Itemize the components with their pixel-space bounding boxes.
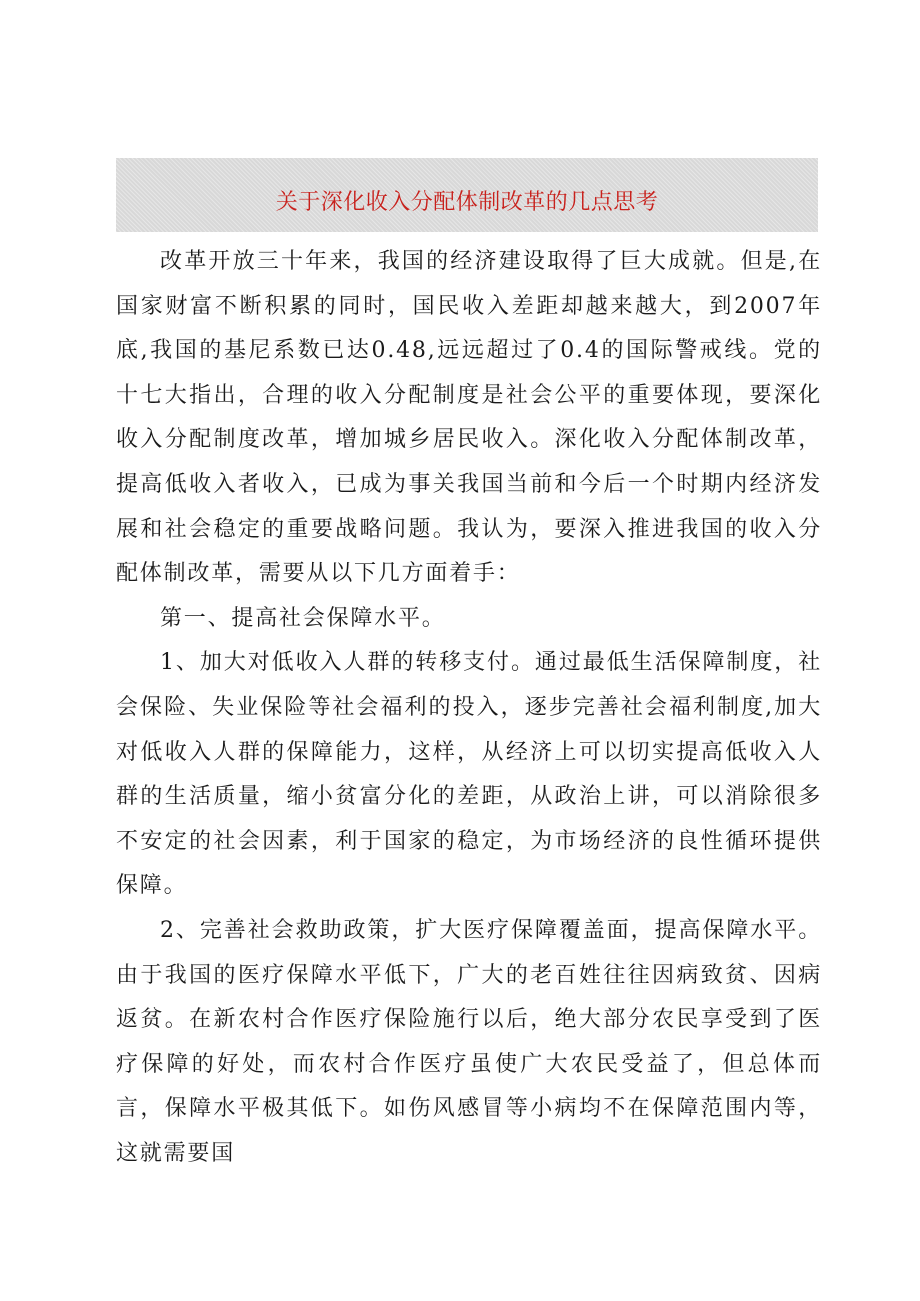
paragraph-section-heading: 第一、提高社会保障水平。 (160, 605, 446, 631)
paragraph-intro: 改革开放三十年来，我国的经济建设取得了巨大成就。但是,在国家财富不断积累的同时，国民收入差距却越来越大，到2007年底,我国的基尼系数已达0.48,远远超过了0.4的国际警戒线。党的十七大指出，合理的收入分配制度是社会公平的重要体现，要深化收入分配制度改革，增加城乡居民收入。深化收入分配体制改革，提高低收入者收入，已成为事关我国当前和今后一个时期内经济发展和社会稳定的重要战略问题。我认为，要深入推进我国的收入分配体制改革，需要从以下几方面着手： (116, 249, 822, 587)
document-title: 关于深化收入分配体制改革的几点思考 (275, 189, 659, 215)
paragraph-point-2: 2、完善社会救助政策，扩大医疗保障覆盖面，提高保障水平。由于我国的医疗保障水平低下，广大的老百姓往往因病致贫、因病返贫。在新农村合作医疗保险施行以后，绝大部分农民享受到了医疗保障的好处，而农村合作医疗虽使广大农民受益了，但总体而言，保障水平极其低下。如伤风感冒等小病均不在保障范围内等，这就需要国 (116, 917, 822, 1166)
title-banner (116, 158, 818, 232)
document-body (116, 240, 822, 1176)
paragraph-point-1: 1、加大对低收入人群的转移支付。通过最低生活保障制度，社会保险、失业保险等社会福利的投入，逐步完善社会福利制度,加大对低收入人群的保障能力，这样，从经济上可以切实提高低收入人群的生活质量，缩小贫富分化的差距，从政治上讲，可以消除很多不安定的社会因素，利于国家的稳定，为市场经济的良性循环提供保障。 (116, 650, 822, 899)
